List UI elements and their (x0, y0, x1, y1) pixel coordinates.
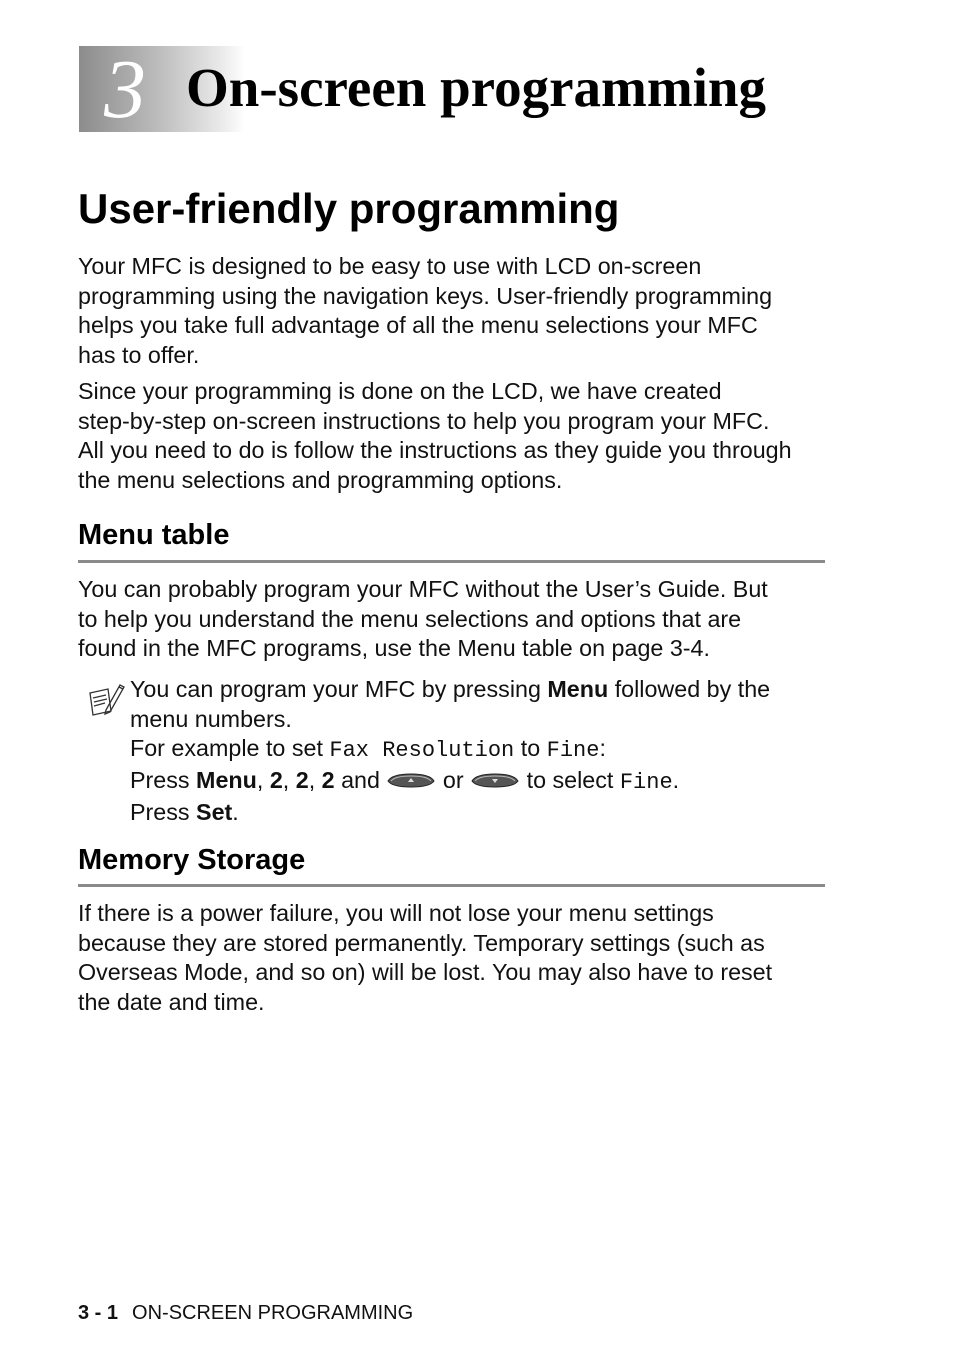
text-line: You can probably program your MFC without the User’s Guide. But (78, 576, 768, 602)
menu-table-paragraph (78, 575, 838, 664)
menu-key-label: Menu (547, 676, 609, 702)
note-text: followed by the (608, 676, 771, 702)
text-line: has to offer. (78, 342, 200, 369)
note-text: or (436, 767, 471, 794)
note-text: For example to set (130, 735, 330, 762)
chapter-number: 3 (104, 43, 146, 136)
note-text: . (232, 798, 239, 825)
text-line: found in the MFC programs, use the Menu table on page 3-4. (78, 635, 710, 662)
text-line: the date and time. (78, 989, 265, 1016)
note-text: Press (130, 798, 197, 825)
up-arrow-key-icon (386, 772, 436, 788)
intro-paragraph-1 (78, 252, 838, 371)
note-text: menu numbers. (130, 705, 292, 732)
lcd-setting-name: Fax Resolution (329, 738, 515, 764)
heading-rule (78, 884, 825, 887)
note-text: to (514, 735, 547, 762)
section-heading: User-friendly programming (78, 185, 620, 232)
text-line: Overseas Mode, and so on) will be lost. You may also have to reset (78, 959, 773, 986)
memory-storage-heading: Memory Storage (78, 844, 306, 876)
menu-key-label: Menu (196, 767, 257, 794)
key-number: 2 (295, 767, 309, 794)
page-footer (78, 1301, 413, 1325)
note-text: , (256, 767, 270, 794)
note-text: : (599, 735, 606, 762)
note-pencil-icon (84, 680, 126, 722)
lcd-setting-value: Fine (546, 738, 600, 764)
chapter-title: On-screen programming (186, 57, 766, 118)
text-line: because they are stored permanently. Temporary settings (such as (78, 929, 765, 956)
note-text: Press (130, 767, 197, 794)
text-line: Your MFC is designed to be easy to use with LCD on-screen (78, 253, 702, 279)
menu-table-heading: Menu table (78, 519, 230, 551)
note-block (130, 675, 830, 828)
key-number: 2 (321, 767, 335, 794)
note-text: , (282, 767, 296, 794)
text-line: to help you understand the menu selections and options that are (78, 605, 742, 632)
page-number: 3 - 1 (78, 1302, 119, 1324)
down-arrow-key-icon (470, 772, 520, 788)
text-line: programming using the navigation keys. User-friendly programming (78, 282, 773, 309)
set-key-label: Set (196, 798, 233, 825)
text-line: Since your programming is done on the LCD, we have created (78, 378, 722, 404)
note-text: . (672, 767, 680, 794)
note-text: and (334, 767, 387, 794)
text-line: If there is a power failure, you will not lose your menu settings (78, 900, 714, 926)
memory-storage-paragraph (78, 899, 838, 1018)
text-line: the menu selections and programming options. (78, 467, 563, 494)
key-number: 2 (269, 767, 283, 794)
text-line: All you need to do is follow the instructions as they guide you through (78, 437, 792, 464)
note-text: , (308, 767, 322, 794)
note-text: You can program your MFC by pressing (130, 676, 548, 702)
note-text: to select (520, 767, 620, 794)
intro-paragraph-2 (78, 377, 838, 496)
heading-rule (78, 560, 825, 563)
lcd-setting-value: Fine (619, 770, 673, 796)
text-line: helps you take full advantage of all the menu selections your MFC (78, 312, 758, 339)
text-line: step-by-step on-screen instructions to help you program your MFC. (78, 407, 770, 434)
footer-label: ON-SCREEN PROGRAMMING (132, 1302, 414, 1324)
